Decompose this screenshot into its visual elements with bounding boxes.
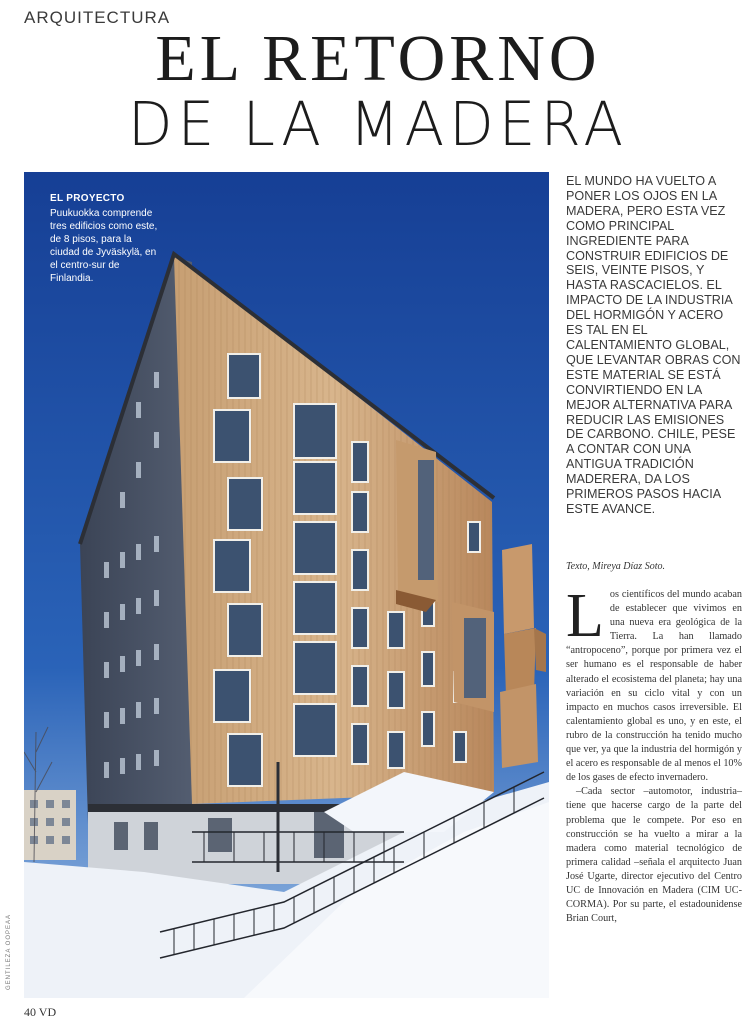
body-paragraph-1: os científicos del mundo acaban de establecer que vivimos en una nueva era geológica de la Tierra. La han llamado “antropoceno”, porque por primera vez el ser humano es el responsable de haber alterado el ecosistema del planeta; hay una variación en su ciclo vital y con un impacto en muchos casos irreversible. El calentamiento global es uno, y en este, el rubro de la construcción ha tenido mucho que ver, ya que la industria del hormigón y el acero es responsable de al menos el 10% de los gases de efecto invernadero.: [566, 589, 742, 784]
drop-cap: L: [566, 582, 604, 650]
headline-line-2: DE LA MADERA: [127, 88, 629, 160]
caption-text: Puukuokka comprende tres edificios como este, de 8 pisos, para la ciudad de Jyväskylä, en el centro-sur de Finlandia.: [50, 208, 158, 284]
building-photo: [24, 172, 549, 998]
byline: Texto, Mireya Díaz Soto.: [566, 561, 665, 572]
photo-caption: [50, 192, 162, 285]
body-paragraph-2: –Cada sector –automotor, industria– tiene que hacerse cargo de la parte del problema que le compete. Por eso en construcción se ha vuelto a mirar a la madera como material tecnológico de primera calidad –señala el arquitecto Juan José Ugarte, director ejecutivo del Centro UC de Innovación en Madera (CIM UC-CORMA). Por su parte, el estadounidense Brian Court,: [566, 786, 742, 925]
page-footer: [24, 1005, 56, 1020]
section-label: ARQUITECTURA: [24, 8, 171, 27]
article-body: [566, 582, 742, 926]
page-number: 40: [24, 1005, 36, 1019]
headline-line-1: EL RETORNO: [155, 22, 601, 95]
caption-title: EL PROYECTO: [50, 193, 125, 204]
photo-credit: GENTILEZA OOPEAA: [6, 913, 12, 990]
magazine-logo: VD: [38, 1005, 57, 1019]
intro-lede: EL MUNDO HA VUELTO A PONER LOS OJOS EN LA MADERA, PERO ESTA VEZ COMO PRINCIPAL INGREDIENTE PARA CONSTRUIR EDIFICIOS DE SEIS, VEINTE PISOS, Y HASTA RASCACIELOS. EL IMPACTO DE LA INDUSTRIA DEL HORMIGÓN Y ACERO ES TAL EN EL CALENTAMIENTO GLOBAL, QUE LEVANTAR OBRAS CON ESTE MATERIAL SE ESTÁ CONVIRTIENDO EN LA MEJOR ALTERNATIVA PARA REDUCIR LAS EMISIONES DE CARBONO. CHILE, PESE A CONTAR CON UNA ANTIGUA TRADICIÓN MADERERA, DA LOS PRIMEROS PASOS HACIA ESTE AVANCE.: [566, 174, 741, 516]
